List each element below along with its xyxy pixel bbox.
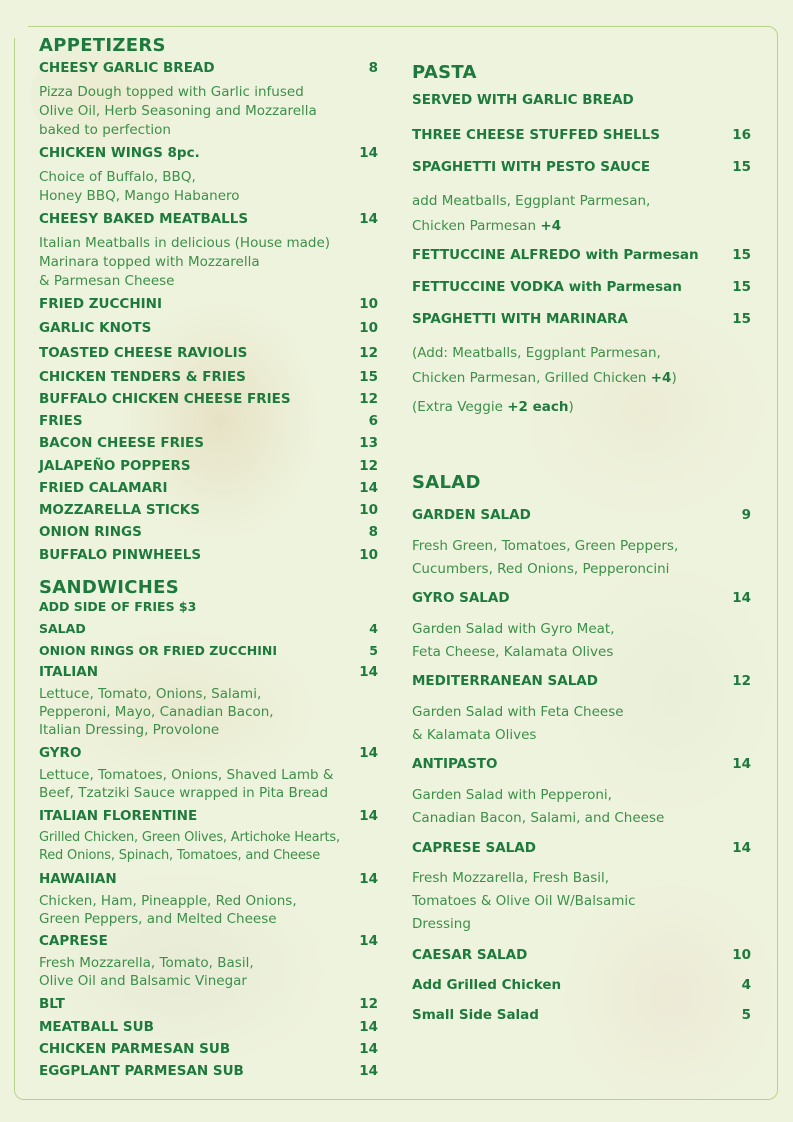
description-line: Tomatoes & Olive Oil W/Balsamic [412,893,636,909]
item-price: 4 [741,977,751,993]
item-name: MEDITERRANEAN SALAD [412,673,598,689]
item-description [412,189,751,239]
menu-item [39,391,378,407]
item-description [39,954,378,990]
description-line: Beef, Tzatziki Sauce wrapped in Pita Bread [39,785,329,801]
price-addon: +2 each [507,399,569,415]
menu-item [39,524,378,540]
menu-item [412,840,751,856]
price-addon: +4 [540,218,562,234]
item-name: CHICKEN PARMESAN SUB [39,1041,231,1057]
menu-item [412,590,751,606]
item-name: FRIED CALAMARI [39,480,168,496]
item-name: CHEESY BAKED MEATBALLS [39,211,249,227]
item-price: 13 [359,435,378,451]
menu-item [412,247,751,263]
item-name: ITALIAN FLORENTINE [39,808,198,824]
menu-item [39,480,378,496]
item-name: SPAGHETTI WITH PESTO SAUCE [412,159,651,175]
item-price: 16 [732,127,751,143]
menu-item [39,502,378,518]
description-line: Pizza Dough topped with Garlic infused [39,84,304,100]
menu-item [39,933,378,949]
menu-item [39,458,378,474]
menu-item [412,279,751,295]
menu-item [39,871,378,887]
item-name: CAPRESE [39,933,108,949]
menu-item [39,621,378,636]
menu-item [412,977,751,993]
item-price: 10 [359,547,378,563]
item-description [412,618,751,664]
description-line: Garden Salad with Feta Cheese [412,704,624,720]
menu-item [412,159,751,175]
description-line: Canadian Bacon, Salami, and Cheese [412,810,665,826]
menu-item [39,369,378,385]
item-price: 12 [732,673,751,689]
menu-item [39,435,378,451]
item-name: FETTUCCINE VODKA with Parmesan [412,279,682,295]
section-title-appetizers: APPETIZERS [39,35,166,56]
menu-item [39,345,378,361]
item-price: 14 [359,745,378,761]
description-text: ) [568,399,574,415]
menu-item [39,664,378,680]
item-price: 15 [359,369,378,385]
item-price: 14 [359,1041,378,1057]
description-line: (Add: Meatballs, Eggplant Parmesan, [412,345,661,361]
description-line: Italian Meatballs in delicious (House made) [39,235,331,251]
item-price: 14 [359,480,378,496]
description-line: baked to perfection [39,122,171,138]
item-price: 10 [359,320,378,336]
menu-item [412,127,751,143]
item-name: ONION RINGS OR FRIED ZUCCHINI [39,643,278,658]
item-name: ONION RINGS [39,524,142,540]
description-line: Pepperoni, Mayo, Canadian Bacon, [39,704,274,720]
section-subtitle [412,92,751,108]
item-price: 5 [741,1007,751,1023]
description-line: Dressing [412,916,471,932]
item-price: 15 [732,279,751,295]
item-name: SALAD [39,621,86,636]
item-name: BUFFALO CHICKEN CHEESE FRIES [39,391,291,407]
description-line: Fresh Mozzarella, Tomato, Basil, [39,955,254,971]
item-name: FETTUCCINE ALFREDO with Parmesan [412,247,699,263]
item-price: 12 [359,996,378,1012]
description-text: ) [671,370,677,386]
description-line: Italian Dressing, Provolone [39,722,220,738]
item-price: 10 [732,947,751,963]
description-line: Honey BBQ, Mango Habanero [39,188,240,204]
item-name: THREE CHEESE STUFFED SHELLS [412,127,660,143]
item-description [412,784,751,830]
item-name: FRIES [39,413,83,429]
description-text: Chicken Parmesan [412,218,541,234]
description-line: add Meatballs, Eggplant Parmesan, [412,193,651,209]
menu-item [412,756,751,772]
section-title-salad: SALAD [412,472,481,493]
menu-item [412,673,751,689]
description-line: Grilled Chicken, Green Olives, Artichoke Hearts, [39,830,340,845]
item-name: BUFFALO PINWHEELS [39,547,202,563]
menu-item [412,507,751,523]
item-price: 14 [732,756,751,772]
item-name: Add Grilled Chicken [412,977,562,993]
item-name: CAPRESE SALAD [412,840,536,856]
menu-item [39,60,378,76]
item-price: 4 [369,621,378,636]
item-price: 12 [359,391,378,407]
item-price: 14 [359,664,378,680]
item-name: ANTIPASTO [412,756,498,772]
item-name: HAWAIIAN [39,871,117,887]
item-price: 14 [359,1019,378,1035]
item-price: 10 [359,296,378,312]
description-line: Garden Salad with Pepperoni, [412,787,612,803]
item-name: BACON CHEESE FRIES [39,435,204,451]
item-price: 14 [359,1063,378,1079]
item-description [39,766,378,802]
item-price: 12 [359,458,378,474]
description-line: & Parmesan Cheese [39,273,175,289]
item-price: 6 [368,413,378,429]
item-name: MEATBALL SUB [39,1019,154,1035]
menu-item [39,1063,378,1079]
description-line: Olive Oil, Herb Seasoning and Mozzarella [39,103,317,119]
menu-item [39,1041,378,1057]
item-description [412,867,751,936]
menu-item [39,1019,378,1035]
section-subtitle [39,599,378,614]
item-price: 14 [359,808,378,824]
description-line: Garden Salad with Gyro Meat, [412,621,615,637]
item-price: 15 [732,311,751,327]
menu-item [39,320,378,336]
description-line: Chicken, Ham, Pineapple, Red Onions, [39,893,297,909]
item-price: 12 [359,345,378,361]
item-description [412,398,751,417]
description-line [412,366,751,391]
item-name: JALAPEÑO POPPERS [39,458,191,474]
description-line: Marinara topped with Mozzarella [39,254,260,270]
menu-item [39,745,378,761]
menu-item [39,547,378,563]
description-line: & Kalamata Olives [412,727,537,743]
price-addon: +4 [650,370,672,386]
item-name: CHICKEN WINGS 8pc. [39,145,200,161]
item-price: 14 [359,933,378,949]
subtitle-text: ADD SIDE OF FRIES $3 [39,599,197,614]
menu-item [39,413,378,429]
item-name: BLT [39,996,65,1012]
menu-item [412,947,751,963]
item-name: EGGPLANT PARMESAN SUB [39,1063,244,1079]
menu-item [39,296,378,312]
description-line: Fresh Green, Tomatoes, Green Peppers, [412,538,679,554]
description-text: (Extra Veggie [412,399,508,415]
menu-item [39,145,378,161]
description-line: Olive Oil and Balsamic Vinegar [39,973,247,989]
item-name: CHICKEN TENDERS & FRIES [39,369,246,385]
description-line: Cucumbers, Red Onions, Pepperoncini [412,561,670,577]
description-text: Chicken Parmesan, Grilled Chicken [412,370,651,386]
menu-item [412,311,751,327]
item-description [39,685,378,739]
item-name: TOASTED CHEESE RAVIOLIS [39,345,248,361]
item-name: FRIED ZUCCHINI [39,296,162,312]
item-price: 8 [368,60,378,76]
item-description [39,892,378,928]
item-name: Small Side Salad [412,1007,539,1023]
section-title-sandwiches: SANDWICHES [39,577,179,598]
item-name: GARLIC KNOTS [39,320,152,336]
description-line [412,214,751,239]
menu-item [412,1007,751,1023]
item-price: 14 [732,840,751,856]
item-price: 5 [369,643,378,658]
item-name: CAESAR SALAD [412,947,528,963]
border-notch [4,14,28,38]
item-price: 9 [741,507,751,523]
item-price: 14 [732,590,751,606]
section-title-pasta: PASTA [412,62,477,83]
item-name: ITALIAN [39,664,99,680]
description-line: Feta Cheese, Kalamata Olives [412,644,614,660]
item-description [412,701,751,747]
item-name: CHEESY GARLIC BREAD [39,60,215,76]
item-price: 14 [359,871,378,887]
subtitle-text: SERVED WITH GARLIC BREAD [412,92,634,108]
item-name: GYRO SALAD [412,590,510,606]
menu-item [39,643,378,658]
item-price: 8 [368,524,378,540]
item-price: 15 [732,159,751,175]
item-name: SPAGHETTI WITH MARINARA [412,311,628,327]
item-name: GARDEN SALAD [412,507,531,523]
item-price: 14 [359,145,378,161]
item-description [412,535,751,581]
item-description [39,83,378,140]
item-name: GYRO [39,745,82,761]
item-name: MOZZARELLA STICKS [39,502,200,518]
item-description [39,234,378,291]
item-price: 14 [359,211,378,227]
description-line: Lettuce, Tomatoes, Onions, Shaved Lamb & [39,767,334,783]
item-description [39,168,378,206]
item-description [412,341,751,391]
description-line: Lettuce, Tomato, Onions, Salami, [39,686,262,702]
item-description [39,829,390,865]
description-line: Red Onions, Spinach, Tomatoes, and Cheese [39,848,320,863]
description-line: Green Peppers, and Melted Cheese [39,911,277,927]
menu-item [39,211,378,227]
menu-item [39,996,378,1012]
menu-item [39,808,378,824]
description-line: Choice of Buffalo, BBQ, [39,169,196,185]
item-price: 15 [732,247,751,263]
description-line: Fresh Mozzarella, Fresh Basil, [412,870,610,886]
item-price: 10 [359,502,378,518]
